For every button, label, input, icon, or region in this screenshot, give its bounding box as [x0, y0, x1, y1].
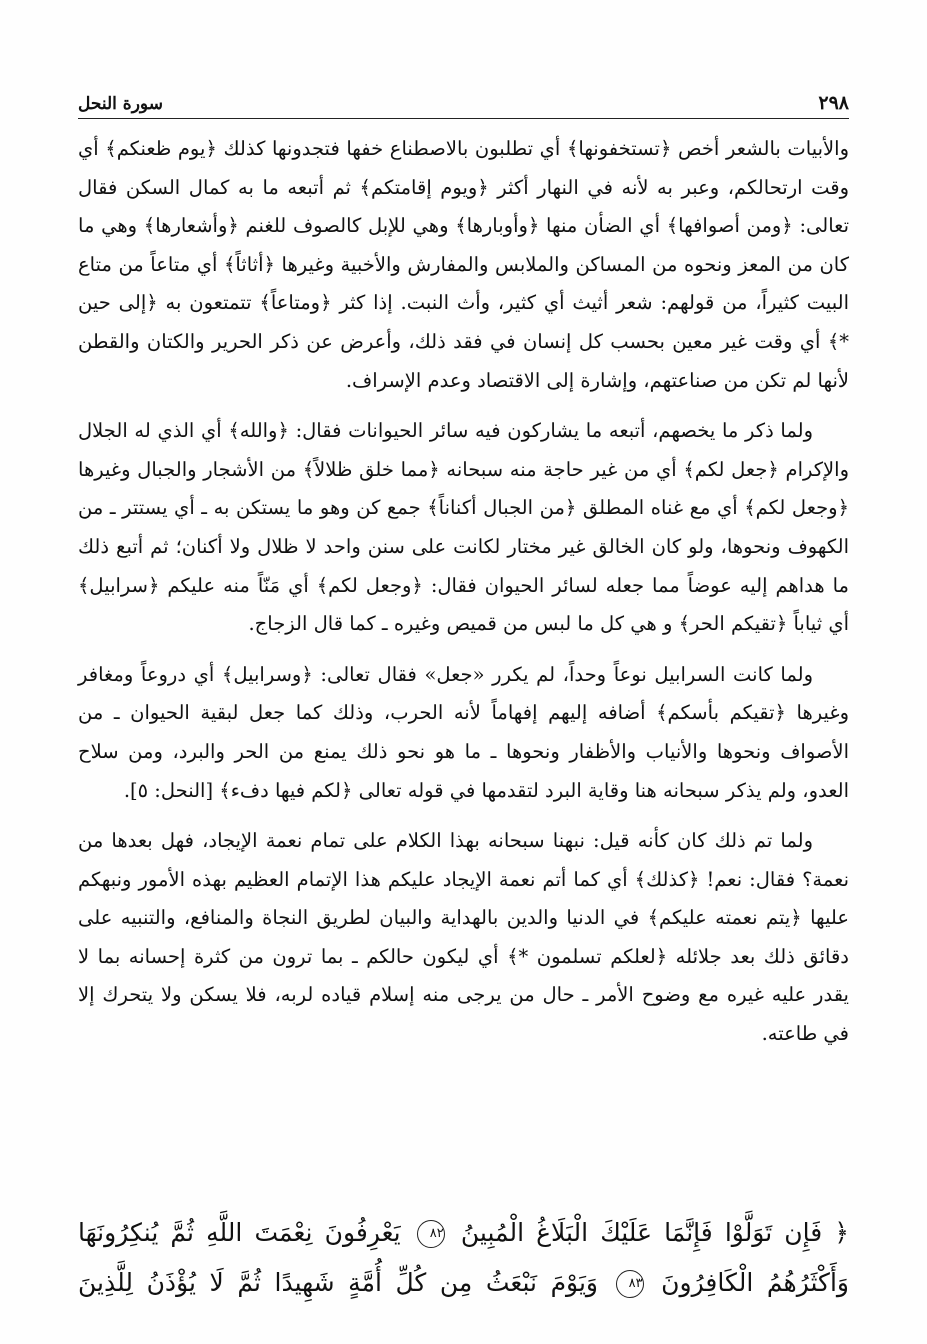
commentary-body: [78, 130, 849, 1066]
paragraph-3: ولما كانت السرابيل نوعاً وحداً، لم يكرر «جعل» فقال تعالى: ﴿وسرابيل﴾ أي دروعاً ومغافر وغيرها ﴿تقيكم بأسكم﴾ أضافه إليهم إفهاماً لأنه الحرب، وذلك كما جعل لبقية الحيوان ـ من الأصواف ونحوها والأنياب والأظفار ونحوها ـ ما هو نحو ذلك يمنع من الحر والبرد، ومن سلاح العدو، ولم يذكر سبحانه هنا وقاية البرد لتقدمها في قوله تعالى ﴿لكم فيها دفء﴾ [النحل: ٥].: [78, 662, 849, 802]
ayah-number-marker: ٨٣: [616, 1270, 644, 1298]
quran-verses: [78, 1208, 849, 1308]
verse-text: وَيَوْمَ نَبْعَثُ مِن كُلِّ أُمَّةٍ شَهِيدًا ثُمَّ لَا يُؤْذَنُ لِلَّذِينَ: [78, 1268, 598, 1297]
page-number: ٢٩٨: [818, 92, 849, 114]
verse-text: يَعْرِفُونَ نِعْمَتَ اللَّهِ ثُمَّ يُنكِرُونَهَا وَأَكْثَرُهُمُ الْكَافِرُونَ: [78, 1218, 849, 1297]
paragraph-2: ولما ذكر ما يخصهم، أتبعه ما يشاركون فيه سائر الحيوانات فقال: ﴿والله﴾ أي الذي له الجلال والإكرام ﴿جعل لكم﴾ أي من غير حاجة منه سبحانه ﴿مما خلق ظلالاً﴾ من الأشجار والجبال وغيرها ﴿وجعل لكم﴾ أي مع غناه المطلق ﴿من الجبال أكناناً﴾ جمع كن وهو ما يستكن به ـ أي يستتر ـ من الكهوف ونحوها، ولو كان الخالق غير مختار لكانت على سنن واحد لا ظلال ولا أكنان؛ ثم أتبع ذلك ما هداهم إليه عوضاً مما جعله لسائر الحيوان فقال: ﴿وجعل لكم﴾ أي مَنّاً منه عليكم ﴿سرابيل﴾ أي ثياباً ﴿تقيكم الحر﴾ و هي كل ما لبس من قميص وغيره ـ كما قال الزجاج.: [78, 419, 849, 636]
surah-title: سورة النحل: [78, 94, 163, 114]
page-header: [78, 84, 849, 119]
verse-text: ﴿ فَإِن تَوَلَّوْا فَإِنَّمَا عَلَيْكَ الْبَلَاغُ الْمُبِينُ: [460, 1218, 849, 1247]
paragraph-1: والأبيات بالشعر أخص ﴿تستخفونها﴾ أي تطلبون بالاصطناع خفها فتجدونها كذلك ﴿يوم ظعنكم﴾ أي وقت ارتحالكم، وعبر به لأنه في النهار أكثر ﴿ويوم إقامتكم﴾ ثم أتبعه ما به كمال السكن فقال تعالى: ﴿ومن أصوافها﴾ أي الضأن منها ﴿وأوبارها﴾ وهي للإبل كالصوف للغنم ﴿وأشعارها﴾ وهي ما كان من المعز ونحوه من المساكن والملابس والمفارش والأخبية وغيرها ﴿أثاثاً﴾ أي متاعاً من متاع البيت كثيراً، من قولهم: شعر أثيث أي كثير، وأث النبت. إذا كثر ﴿ومتاعاً﴾ تتمتعون به ﴿إلى حين *﴾ أي وقت غير معين بحسب كل إنسان في فقد ذلك، وأعرض عن ذكر الحرير والكتان والقطن لأنها لم تكن من صناعتهم، وإشارة إلى الاقتصاد وعدم الإسراف.: [78, 137, 849, 392]
paragraph-4: ولما تم ذلك كان كأنه قيل: نبهنا سبحانه بهذا الكلام على تمام نعمة الإيجاد، فهل بعدها من نعمة؟ فقال: نعم! ﴿كذلك﴾ أي كما أتم نعمة الإيجاد عليكم هذا الإتمام العظيم بهذه الأمور ونبهكم عليها ﴿يتم نعمته عليكم﴾ في الدنيا والدين بالهداية والبيان لطريق النجاة والمنافع، والتنبيه على دقائق ذلك بعد جلائله ﴿لعلكم تسلمون *﴾ أي ليكون حالكم ـ بما ترون من كثرة إحسانه بما لا يقدر عليه غيره مع وضوح الأمر ـ حال من يرجى منه إسلام قياده لربه، فلا يسكن ولا يتحرك إلا في طاعته.: [78, 829, 849, 1046]
ayah-number-marker: ٨٢: [417, 1220, 445, 1248]
